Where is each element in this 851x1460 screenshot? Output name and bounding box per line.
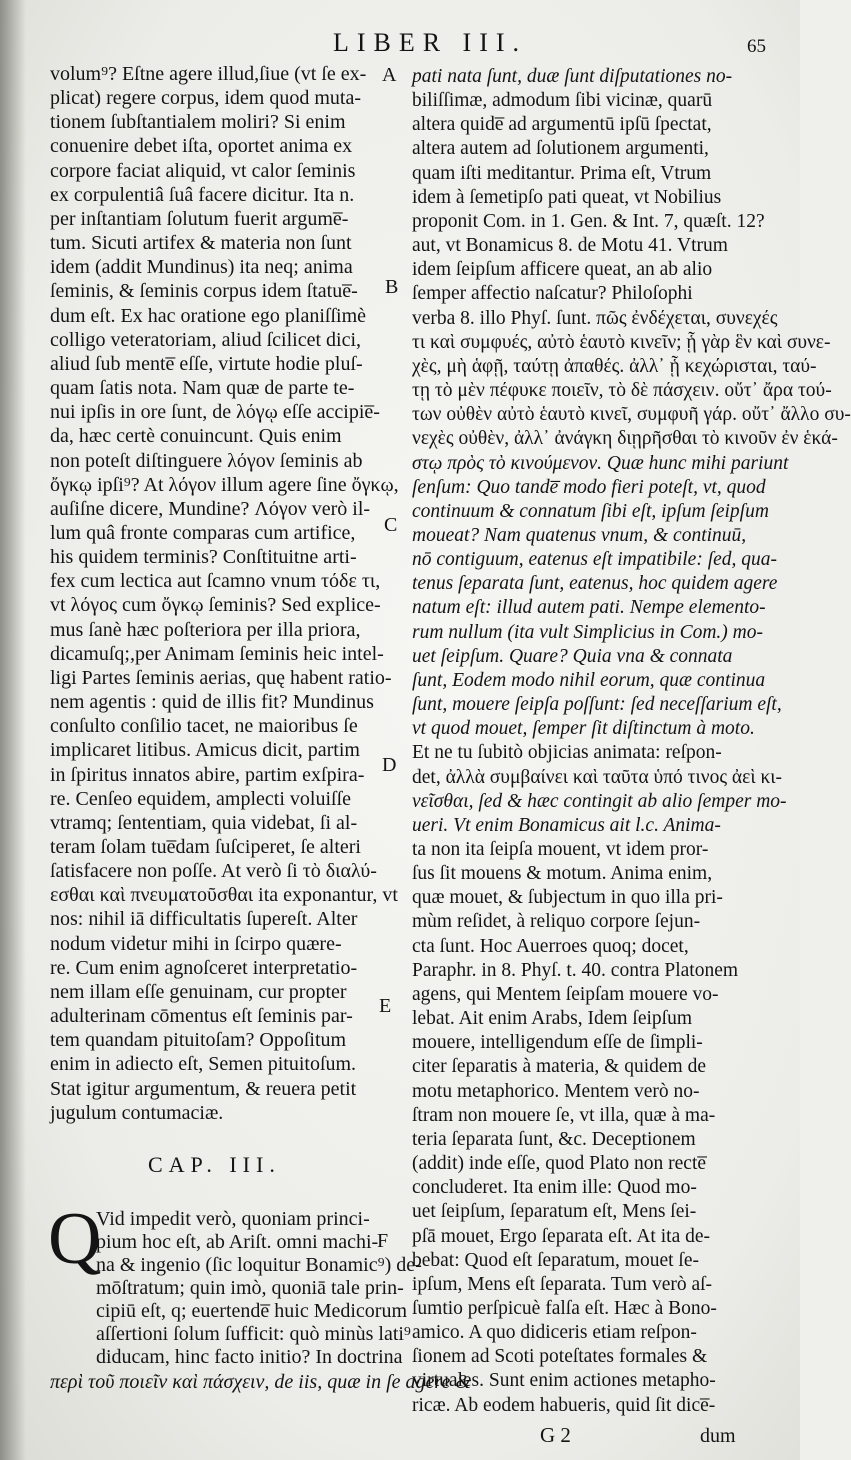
text-line: adulterinam cōmentus eſt ſeminis par- [50, 1005, 353, 1028]
text-line: verba 8. illo Phyſ. ſunt. πῶς ἐνδέχεται, συνεχές [412, 307, 778, 329]
text-line: τῃ τὸ μὲν πέφυκε ποιεῖν, τὸ δὲ πάσχειν. οὔτ᾽ ἄρα τού- [412, 380, 832, 402]
text-line: pſā mouet, Ergo ſeparata eſt. At ita de- [412, 1225, 710, 1247]
text-line: na & ingenio (ſic loquitur Bonamic⁹) de- [96, 1254, 422, 1276]
chapter-heading: CAP. III. [148, 1152, 281, 1177]
text-line: ex corpulentiâ ſuâ facere dicitur. Ita n. [50, 183, 355, 206]
text-line: fex cum lectica aut ſcamno vnum τόδε τι, [50, 570, 381, 593]
text-line: idem ſeipſum afficere queat, an ab alio [412, 259, 713, 281]
text-line: natum eſt: illud autem pati. Nempe elemento- [412, 597, 766, 619]
text-line: quæ mouet, & ſubjectum in quo illa pri- [412, 887, 723, 909]
text-line: altera quide̅ ad argumentū ipſū ſpectat, [412, 114, 712, 136]
text-line: lum quâ fronte comparas cum artifice, [50, 521, 356, 544]
margin-marker-b: B [385, 276, 399, 298]
text-line: ὄγκῳ ipſi⁹? At λόγον illum agere ſine ὄγκῳ, [50, 473, 399, 496]
text-line: jugulum contumaciæ. [50, 1101, 224, 1124]
margin-marker-e: E [379, 995, 392, 1017]
text-line: aſſertioni ſolum ſufficit: quò minùs lati⁹ [96, 1323, 411, 1345]
text-line: re. Cum enim agnoſceret interpretatio- [50, 956, 358, 979]
text-line: lebat. Ait enim Arabs, Idem ſeipſum [412, 1008, 692, 1030]
text-line: virtuales. Sunt enim actiones metapho- [412, 1370, 716, 1392]
text-line: τι καὶ συμφυές, αὐτὸ ἑαυτὸ κινεῖν; ᾗ γὰρ ἓν καὶ συνε- [412, 331, 831, 353]
margin-marker-a: A [382, 64, 397, 86]
text-line: ſtram non mouere ſe, vt illa, quæ à ma- [412, 1104, 716, 1126]
text-line: εσθαι καὶ πνευματοῦσθαι ita exponantur, vt [50, 884, 398, 907]
text-line: ueri. Vt enim Bonamicus ait l.c. Anima- [412, 814, 721, 836]
text-line: nem agentis : quid de illis fit? Mundinus [50, 691, 374, 714]
text-line: ſeminis, & ſeminis corpus idem ſtatue̅- [50, 280, 358, 303]
text-line: teria ſeparata ſunt, &c. Deceptionem [412, 1128, 696, 1150]
text-line: idem (addit Mundinus) ita neq; anima [50, 256, 353, 279]
text-line: Vid impedit verò, quoniam princi- [96, 1208, 370, 1230]
margin-marker-c: C [384, 514, 398, 536]
text-line: volum⁹? Eſtne agere illud,ſiue (vt ſe ex- [50, 63, 367, 85]
text-line: in ſpiritus innatos abire, partim exſpira- [50, 763, 365, 786]
text-line: motu metaphorico. Mentem verò no- [412, 1080, 700, 1102]
text-line: Et ne tu ſubitò objicias animata: reſpon- [412, 742, 722, 764]
text-line: re. Cenſeo equidem, amplecti voluiſſe [50, 787, 352, 810]
margin-marker-d: D [382, 754, 397, 776]
text-line: dicamuſq;,per Animam ſeminis heic intel- [50, 642, 384, 665]
text-line: tenus ſeparata ſunt, eatenus, hoc quidem agere [412, 573, 778, 595]
text-line: amico. A quo didiceris etiam reſpon- [412, 1322, 697, 1344]
text-line: mōſtratum; quin imò, quoniā tale prin- [96, 1277, 404, 1299]
text-line: vtramq; ſententiam, quia videbat, ſi al- [50, 811, 358, 834]
text-line: cta ſunt. Hoc Auerroes quoq; docet, [412, 935, 689, 957]
text-line: ſus ſit mouens & motum. Anima enim, [412, 863, 713, 885]
text-line: moueat? Nam quatenus vnum, & continuū, [412, 524, 747, 546]
text-line: ipſum, Mens eſt ſeparata. Tum verò aſ- [412, 1273, 713, 1295]
text-line: diducam, hinc facto initio? In doctrina [96, 1346, 403, 1368]
text-line: enim in adiecto eſt, Semen pituitoſum. [50, 1053, 357, 1076]
text-line: agens, qui Mentem ſeipſam mouere vo- [412, 983, 719, 1005]
gutter-shadow [0, 0, 26, 1460]
text-line: conſulto conſilio tacet, ne maioribus ſe [50, 715, 358, 738]
text-line: ricæ. Ab eodem habueris, quid ſit dice̅- [412, 1394, 716, 1416]
text-line: mus ſanè hæc poſteriora per illa priora, [50, 618, 361, 641]
text-line: ta non ita ſeipſa mouent, vt idem pror- [412, 839, 709, 860]
text-line: auſiſne dicere, Mundine? Λόγον verò il- [50, 497, 371, 520]
text-line: det, ἀλλὰ συμβαίνει καὶ ταῦτα ὑπό τινος ἀεὶ κι- [412, 766, 783, 788]
chapter-last-line: περὶ τοῦ ποιεῖν καὶ πάσχειν, de iis, quæ in ſe agere & [50, 1371, 471, 1393]
text-line: bebat: Quod eſt ſeparatum, mouet ſe- [412, 1249, 699, 1271]
text-line: ſunt, mouere ſeipſa poſſunt: ſed neceſſarium eſt, [412, 694, 782, 716]
text-line: uet ſeipſum. Quare? Quia vna & connata [412, 645, 733, 667]
text-line: ſenſum: Quo tande̅ modo fieri poteſt, vt, quod [412, 476, 766, 498]
text-line: ligi Partes ſeminis aerias, quę habent ratio- [50, 666, 392, 689]
text-line: νεχὲς οὐθὲν, ἀλλ᾽ ἀνάγκη διῃρῆσθαι τὸ κινοῦν ἐν ἑκά- [412, 428, 838, 450]
text-line: mùm reſidet, à reliquo corpore ſejun- [412, 911, 701, 933]
text-line: aut, vt Bonamicus 8. de Motu 41. Vtrum [412, 235, 728, 257]
text-line: ſumtio perſpicuè falſa eſt. Hæc à Bono- [412, 1297, 717, 1319]
text-line: quam ſatis nota. Nam quæ de parte te- [50, 377, 355, 400]
text-line: non poteſt diſtinguere λόγον ſeminis ab [50, 449, 363, 472]
text-line: colligo veteratoriam, aliud ſcilicet dici, [50, 328, 361, 351]
text-line: uet ſeipſum, ſeparatum eſt, Mens ſei- [412, 1201, 697, 1223]
text-line: quam iſti meditantur. Prima eſt, Vtrum [412, 162, 712, 184]
text-line: Paraphr. in 8. Phyſ. t. 40. contra Platonem [412, 959, 739, 981]
text-line: nos: nihil iā difficultatis ſupereſt. Alter [50, 908, 358, 931]
text-line: mouere, intelligendum eſſe de ſimpli- [412, 1032, 703, 1054]
text-line: nem illam eſſe genuinam, cur propter [50, 980, 347, 1003]
text-line: νεῖσθαι, ſed & hæc contingit ab alio ſemper mo- [412, 790, 787, 812]
text-line: proponit Com. in 1. Gen. & Int. 7, quæſt. 12? [412, 210, 765, 232]
text-line: aliud ſub mente̅ eſſe, virtute hodie pluſ- [50, 352, 363, 375]
text-line: implicaret litibus. Amicus dicit, partim [50, 739, 360, 762]
text-line: nui ipſis in ore ſunt, de λόγῳ eſſe accipie̅- [50, 401, 380, 424]
text-line: στῳ πρὸς τὸ κινούμενον. Quæ hunc mihi pariunt [412, 452, 789, 474]
margin-marker-f: F [377, 1230, 389, 1252]
text-line: ſunt, Eodem modo nihil eorum, quæ continua [412, 669, 766, 691]
running-title: LIBER III. [332, 28, 528, 57]
text-line: (addit) inde eſſe, quod Plato non recte̅ [412, 1153, 707, 1175]
text-line: cipiū eſt, q; euertende̅ huic Medicorum [96, 1300, 408, 1322]
text-line: concluderet. Ita enim ille: Quod mo- [412, 1177, 697, 1199]
text-line: corpore faciat aliquid, vt calor ſeminis [50, 159, 356, 182]
text-line: da, hæc certè conuincunt. Quis enim [50, 425, 342, 448]
right-column [412, 65, 851, 1418]
drop-cap-initial: Q [48, 1198, 102, 1280]
signature-mark: G 2 [540, 1423, 571, 1447]
text-line: ſemper affectio naſcatur? Philoſophi [412, 283, 693, 305]
text-line: citer ſeparatis à materia, & quidem de [412, 1056, 706, 1078]
text-line: idem à ſemetipſo pati queat, vt Nobilius [412, 186, 722, 208]
text-line: nodum videtur mihi in ſcirpo quære- [50, 932, 342, 955]
text-line: tem quandam pituitoſam? Oppoſitum [50, 1029, 347, 1052]
text-line: χὲς, μὴ ἁφῇ, ταύτῃ ἀπαθές. ἀλλ᾽ ᾗ κεχώρισται, ταύ- [412, 355, 817, 377]
text-line: his quidem terminis? Conſtituitne arti- [50, 546, 357, 569]
text-line: plicat) regere corpus, idem quod muta- [50, 87, 361, 110]
page-number: 65 [747, 36, 766, 57]
text-line: dum eſt. Ex hac oratione ego planiſſimè [50, 304, 367, 327]
text-line: Stat igitur argumentum, & reuera petit [50, 1077, 357, 1100]
text-line: conuenire debet iſta, oportet anima ex [50, 135, 353, 158]
text-line: pium hoc eſt, ab Ariſt. omni machi- [96, 1231, 379, 1253]
text-line: nō contiguum, eatenus eſt impatibile: ſed, qua- [412, 549, 778, 571]
catchword: dum [700, 1425, 736, 1447]
text-line: tum. Sicuti artifex & materia non ſunt [50, 232, 352, 255]
text-line: των οὐθὲν αὐτὸ ἑαυτὸ κινεῖ, συμφυῆ γάρ. οὔτ᾽ ἄλλο συ- [412, 404, 851, 426]
text-line: tionem ſubſtantialem moliri? Si enim [50, 111, 346, 134]
left-column [50, 62, 399, 1125]
text-line: teram ſolam tue̅dam ſuſciperet, ſe alteri [50, 836, 361, 858]
text-line: continuum & connatum ſibi eſt, ipſum ſeipſum [412, 500, 769, 522]
text-line: vt quod mouet, ſemper ſit diſtinctum à moto. [412, 718, 755, 740]
text-line: per inſtantiam ſolutum fuerit argume̅- [50, 207, 349, 230]
text-line: biliſſimæ, admodum ſibi vicinæ, quarū [412, 90, 713, 112]
text-line: rum nullum (ita vult Simplicius in Com.) mo- [412, 621, 763, 643]
text-line: altera autem ad ſolutionem argumenti, [412, 138, 709, 160]
text-line: ſionem ad Scoti poteſtates formales & [412, 1346, 708, 1368]
text-line: pati nata ſunt, duæ ſunt diſputationes no- [412, 66, 733, 87]
text-line: ſatisfacere non poſſe. At verò ſi τὸ διαλύ- [50, 860, 377, 883]
chapter-opening-text [96, 1208, 422, 1369]
text-line: vt λόγος cum ὄγκῳ ſeminis? Sed explice- [50, 594, 381, 617]
